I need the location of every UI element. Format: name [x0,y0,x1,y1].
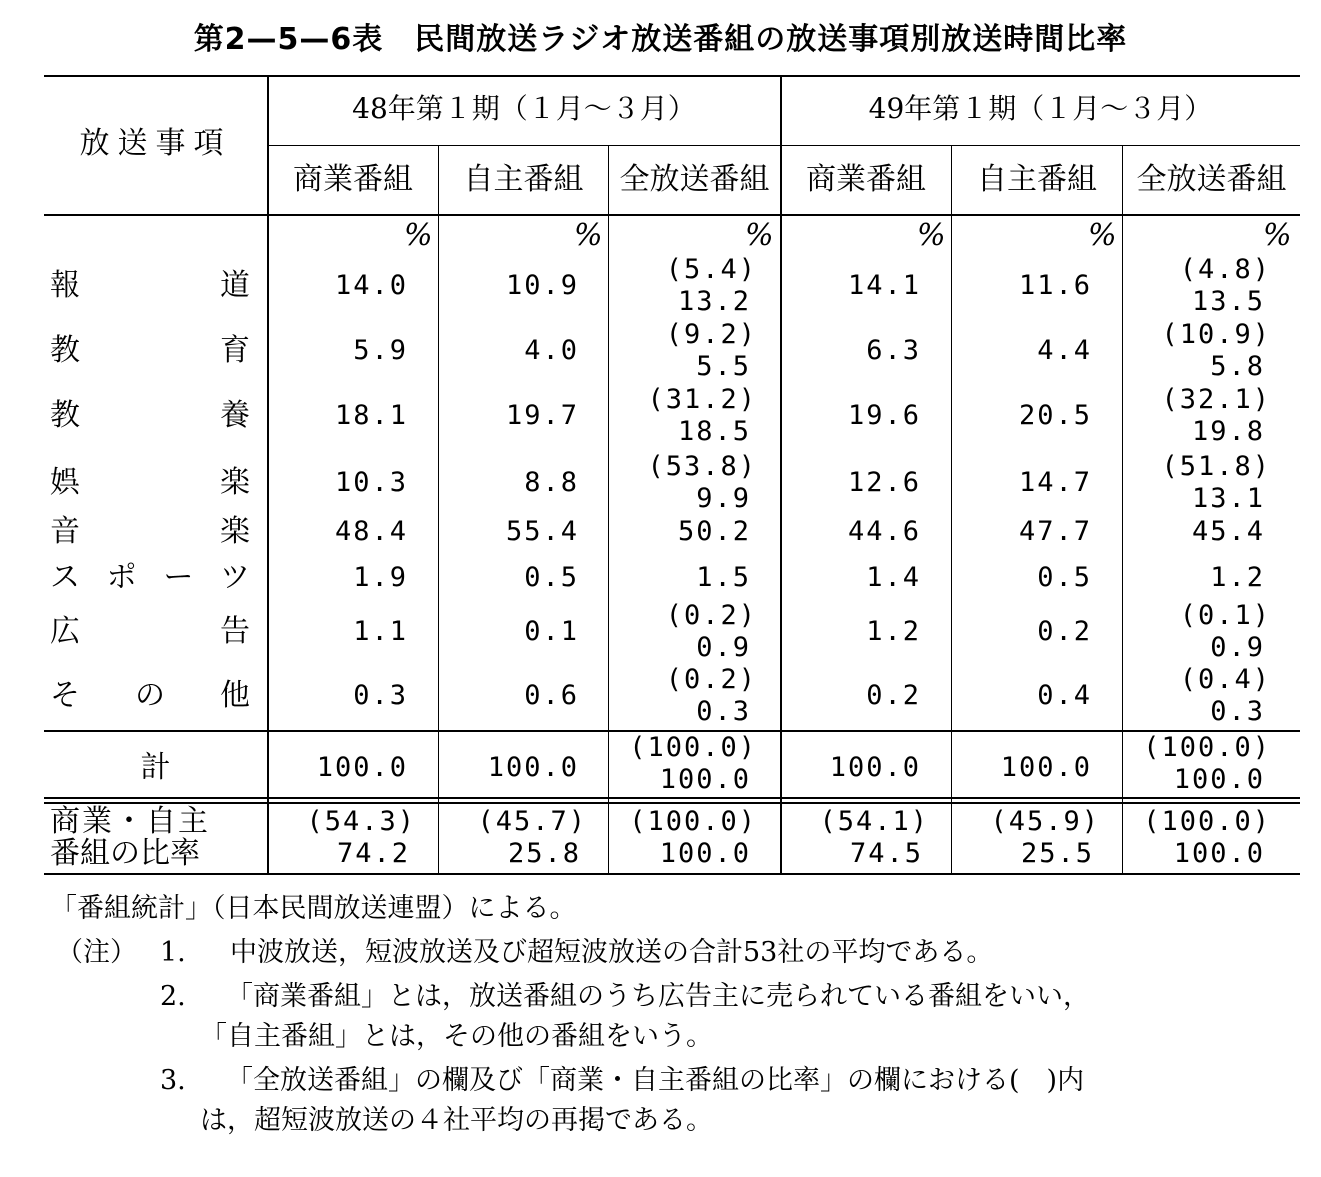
total-i49: 100.0 [1000,752,1092,783]
rule-header-bottom [44,214,1300,216]
row-label-char: 教 [50,398,80,433]
cell-c49: 14.1 [847,270,921,301]
pct-mark: % [917,218,946,253]
row-label-char: そ [50,678,80,713]
pct-mark: % [1263,218,1292,253]
rule-bottom [44,873,1300,875]
row-label-char: 報 [50,268,80,303]
cell-i49: 0.2 [1037,616,1092,647]
cell-a48: 13.2 [677,286,751,317]
cell-c49: 19.6 [847,400,921,431]
cell-a49: 5.8 [1210,351,1265,382]
header-independent-49: 自主番組 [977,162,1097,197]
cell-a48-paren: (53.8) [647,451,757,482]
note-3-text-a: 「全放送番組」の欄及び「商業・自主番組の比率」の欄における( )内 [226,1065,1085,1096]
note-3-text-b: は，超短波放送の４社平均の再掲である。 [200,1105,713,1136]
source-note: 「番組統計」（日本民間放送連盟）による。 [50,893,577,924]
total-label: 計 [140,750,171,785]
cell-c48: 48.4 [334,516,408,547]
cell-a48: 18.5 [677,416,751,447]
row-label-char: 娯 [50,465,80,500]
cell-i48: 0.6 [524,680,579,711]
note-2-text-b: 「自主番組」とは，その他の番組をいう。 [200,1021,713,1052]
pct-mark: % [1088,218,1117,253]
cell-c48: 0.3 [353,680,408,711]
cell-i49: 0.4 [1037,680,1092,711]
cell-i49: 0.5 [1037,562,1092,593]
row-label-char: 道 [220,268,250,303]
pct-mark: % [404,218,433,253]
cell-c49: 1.4 [866,562,921,593]
row-label [50,270,250,302]
cell-c49: 6.3 [866,335,921,366]
cell-i48: 19.7 [505,400,579,431]
note-2-text-a: 「商業番組」とは，放送番組のうち広告主に売られている番組をいい， [226,981,1090,1012]
row-label [50,335,250,367]
rule-period [268,145,1300,146]
pct-mark: % [745,218,774,253]
ratio-i49: 25.5 [1020,838,1094,869]
cell-a48: 1.5 [696,562,751,593]
header-all-48: 全放送番組 [619,162,770,197]
row-label-char: の [135,678,165,713]
cell-a49: 13.5 [1191,286,1265,317]
row-label [50,516,250,548]
row-label-char: 育 [220,333,250,368]
cell-a49: 0.9 [1210,632,1265,663]
cell-c49: 12.6 [847,467,921,498]
row-label-char: ポ [106,560,137,595]
total-a49-paren: (100.0) [1143,732,1271,763]
row-label-char: 広 [50,614,80,649]
cell-a48-paren: (0.2) [665,664,757,695]
cell-a48: 0.3 [696,696,751,727]
cell-a49-paren: (10.9) [1161,319,1271,350]
ratio-a49: 100.0 [1173,838,1265,869]
cell-a48: 9.9 [696,483,751,514]
cell-a48-paren: (0.2) [665,600,757,631]
header-commercial-48: 商業番組 [293,162,413,197]
cell-c48: 18.1 [334,400,408,431]
cell-a49: 45.4 [1191,516,1265,547]
total-c48: 100.0 [316,752,408,783]
row-label [50,562,250,594]
cell-c49: 44.6 [847,516,921,547]
ratio-label-1: 商業・自主 [50,804,210,839]
cell-c48: 5.9 [353,335,408,366]
row-label-char: ー [163,560,194,595]
cell-a48-paren: (9.2) [665,319,757,350]
header-independent-48: 自主番組 [463,162,584,197]
cell-i49: 4.4 [1037,335,1092,366]
ratio-i48: 25.8 [507,838,581,869]
cell-a48-paren: (5.4) [665,254,757,285]
total-i48: 100.0 [487,752,579,783]
row-label [50,400,250,432]
pct-mark: % [574,218,603,253]
cell-a49: 0.3 [1210,696,1265,727]
cell-a48-paren: (31.2) [647,384,757,415]
header-period-48: 48年第１期（１月〜３月） [352,92,696,125]
row-label-char: 教 [50,333,80,368]
note-2-number: 2. [160,981,186,1012]
cell-a49-paren: (0.4) [1179,664,1271,695]
row-label-char: 告 [220,614,250,649]
ratio-i49-paren: (45.9) [990,806,1100,837]
row-label-char: 養 [220,398,250,433]
row-label-char: 楽 [220,514,250,549]
row-label [50,680,250,712]
row-label-char: 楽 [220,465,250,500]
ratio-c48: 74.2 [336,838,410,869]
cell-i48: 10.9 [505,270,579,301]
cell-a48: 5.5 [696,351,751,382]
ratio-a48-paren: (100.0) [629,806,757,837]
cell-a49: 13.1 [1191,483,1265,514]
row-label [50,616,250,648]
cell-i49: 47.7 [1018,516,1092,547]
cell-c48: 10.3 [334,467,408,498]
ratio-label-2: 番組の比率 [50,836,200,871]
ratio-c48-paren: (54.3) [306,806,416,837]
cell-a49: 19.8 [1191,416,1265,447]
cell-c48: 1.1 [353,616,408,647]
row-label-char: 他 [220,678,250,713]
note-1-number: 1. [160,937,186,968]
cell-c49: 1.2 [866,616,921,647]
cell-a49-paren: (4.8) [1179,254,1271,285]
cell-a49: 1.2 [1210,562,1265,593]
cell-i48: 0.5 [524,562,579,593]
cell-a48: 0.9 [696,632,751,663]
header-period-49: 49年第１期（１月〜３月） [868,92,1213,125]
cell-i48: 8.8 [524,467,579,498]
cell-c48: 14.0 [334,270,408,301]
cell-a49-paren: (0.1) [1179,600,1271,631]
note-3-number: 3. [160,1065,186,1096]
cell-a48: 50.2 [677,516,751,547]
rule-after-total-1 [44,797,1300,799]
row-label-char: 音 [50,514,80,549]
ratio-c49: 74.5 [849,838,923,869]
ratio-a49-paren: (100.0) [1143,806,1271,837]
total-c49: 100.0 [829,752,921,783]
ratio-c49-paren: (54.1) [819,806,929,837]
cell-i49: 20.5 [1018,400,1092,431]
note-1-text: 中波放送，短波放送及び超短波放送の合計53社の平均である。 [230,937,994,968]
cell-i49: 14.7 [1018,467,1092,498]
table-title: 第2—5—6表 民間放送ラジオ放送番組の放送事項別放送時間比率 [193,22,1128,57]
cell-i48: 55.4 [505,516,579,547]
cell-i48: 0.1 [524,616,579,647]
note-label: （注） [56,937,137,968]
row-label-char: ス [50,560,80,595]
rule-top [44,75,1300,77]
cell-a49-paren: (32.1) [1161,384,1271,415]
header-all-49: 全放送番組 [1136,162,1287,197]
ratio-i48-paren: (45.7) [477,806,587,837]
cell-i49: 11.6 [1018,270,1092,301]
total-a48: 100.0 [659,764,751,795]
cell-a49-paren: (51.8) [1161,451,1271,482]
cell-i48: 4.0 [524,335,579,366]
rule-after-total-2 [44,802,1300,804]
row-label-char: ツ [219,560,250,595]
cell-c49: 0.2 [866,680,921,711]
header-row-label: 放送事項 [79,126,232,161]
total-a48-paren: (100.0) [629,732,757,763]
header-commercial-49: 商業番組 [806,162,926,197]
row-label [50,467,250,499]
cell-c48: 1.9 [353,562,408,593]
total-a49: 100.0 [1173,764,1265,795]
ratio-a48: 100.0 [659,838,751,869]
